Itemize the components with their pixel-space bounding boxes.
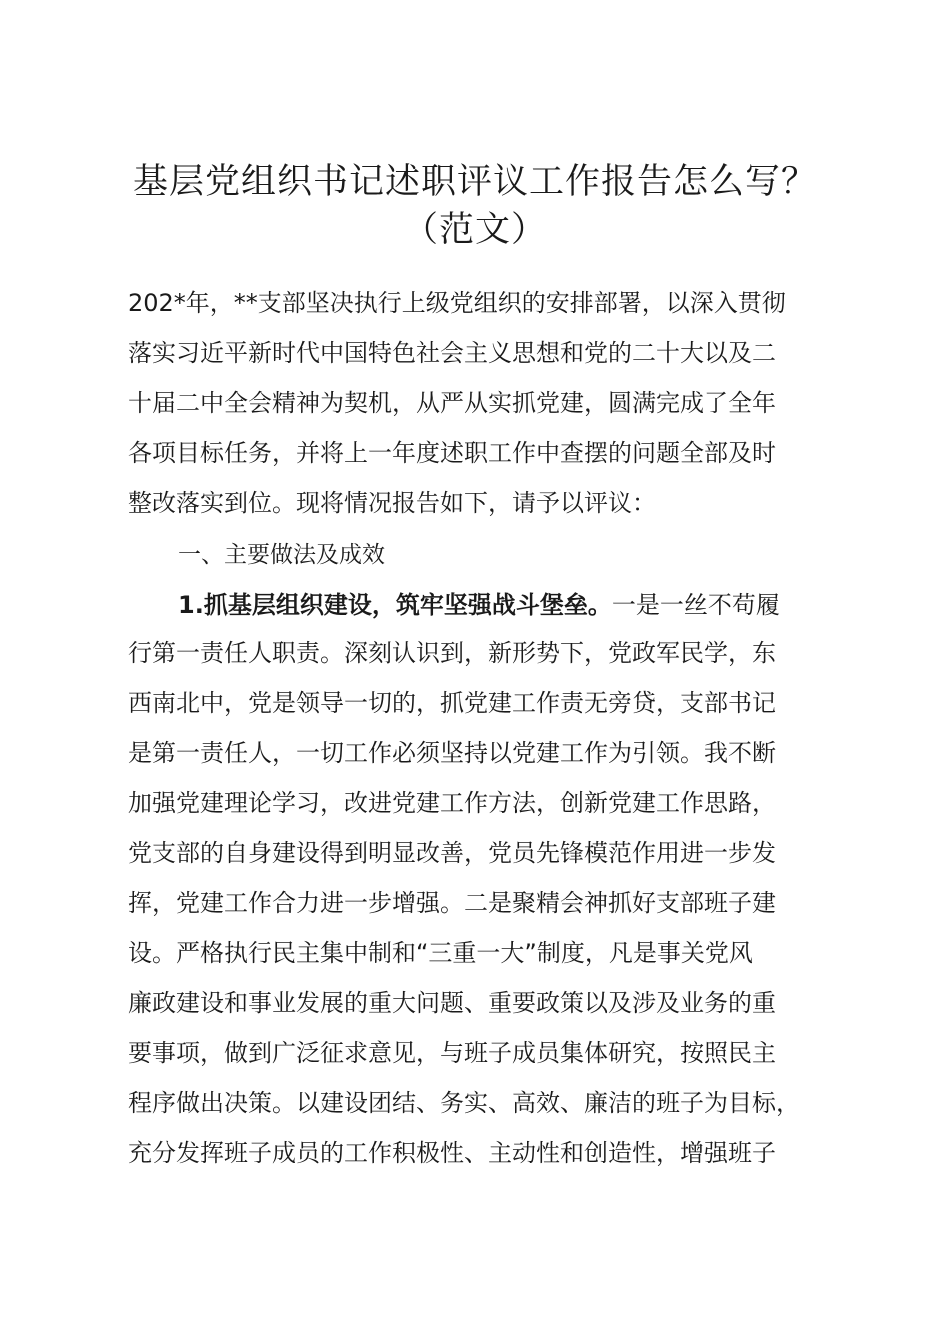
document-title-line2: （范文） [402, 210, 547, 250]
item1-line: 行第一责任人职责。深刻认识到，新形势下，党政军民学，东 [128, 639, 776, 667]
item1-first-rest: 一是一丝不苟履 [611, 591, 780, 619]
item1-line: 是第一责任人，一切工作必须坚持以党建工作为引领。我不断 [128, 739, 776, 767]
item1-heading: 1.抓基层组织建设，筑牢坚强战斗堡垒。 [178, 591, 612, 619]
document-title-line1: 基层党组织书记述职评议工作报告怎么写？ [132, 162, 817, 202]
intro-line: 整改落实到位。现将情况报告如下，请予以评议： [128, 489, 656, 517]
item1-first-line [178, 590, 780, 620]
item1-line: 挥，党建工作合力进一步增强。二是聚精会神抓好支部班子建 [128, 889, 776, 917]
item1-line: 充分发挥班子成员的工作积极性、主动性和创造性，增强班子 [128, 1139, 776, 1167]
intro-line: 落实习近平新时代中国特色社会主义思想和党的二十大以及二 [128, 339, 776, 367]
item1-line: 设。严格执行民主集中制和“三重一大”制度，凡是事关党风 [128, 939, 753, 967]
item1-line: 要事项，做到广泛征求意见，与班子成员集体研究，按照民主 [128, 1039, 776, 1067]
item1-line: 程序做出决策。以建设团结、务实、高效、廉洁的班子为目标， [128, 1089, 800, 1117]
item1-line: 党支部的自身建设得到明显改善，党员先锋模范作用进一步发 [128, 839, 776, 867]
section-heading: 一、主要做法及成效 [178, 542, 385, 568]
intro-line: 十届二中全会精神为契机，从严从实抓党建，圆满完成了全年 [128, 389, 776, 417]
intro-line: 各项目标任务，并将上一年度述职工作中查摆的问题全部及时 [128, 439, 776, 467]
item1-line: 廉政建设和事业发展的重大问题、重要政策以及涉及业务的重 [128, 989, 776, 1017]
item1-line: 西南北中，党是领导一切的，抓党建工作责无旁贷，支部书记 [128, 689, 776, 717]
item1-line: 加强党建理论学习，改进党建工作方法，创新党建工作思路， [128, 789, 776, 817]
intro-line: 202*年，**支部坚决执行上级党组织的安排部署，以深入贯彻 [128, 289, 786, 317]
